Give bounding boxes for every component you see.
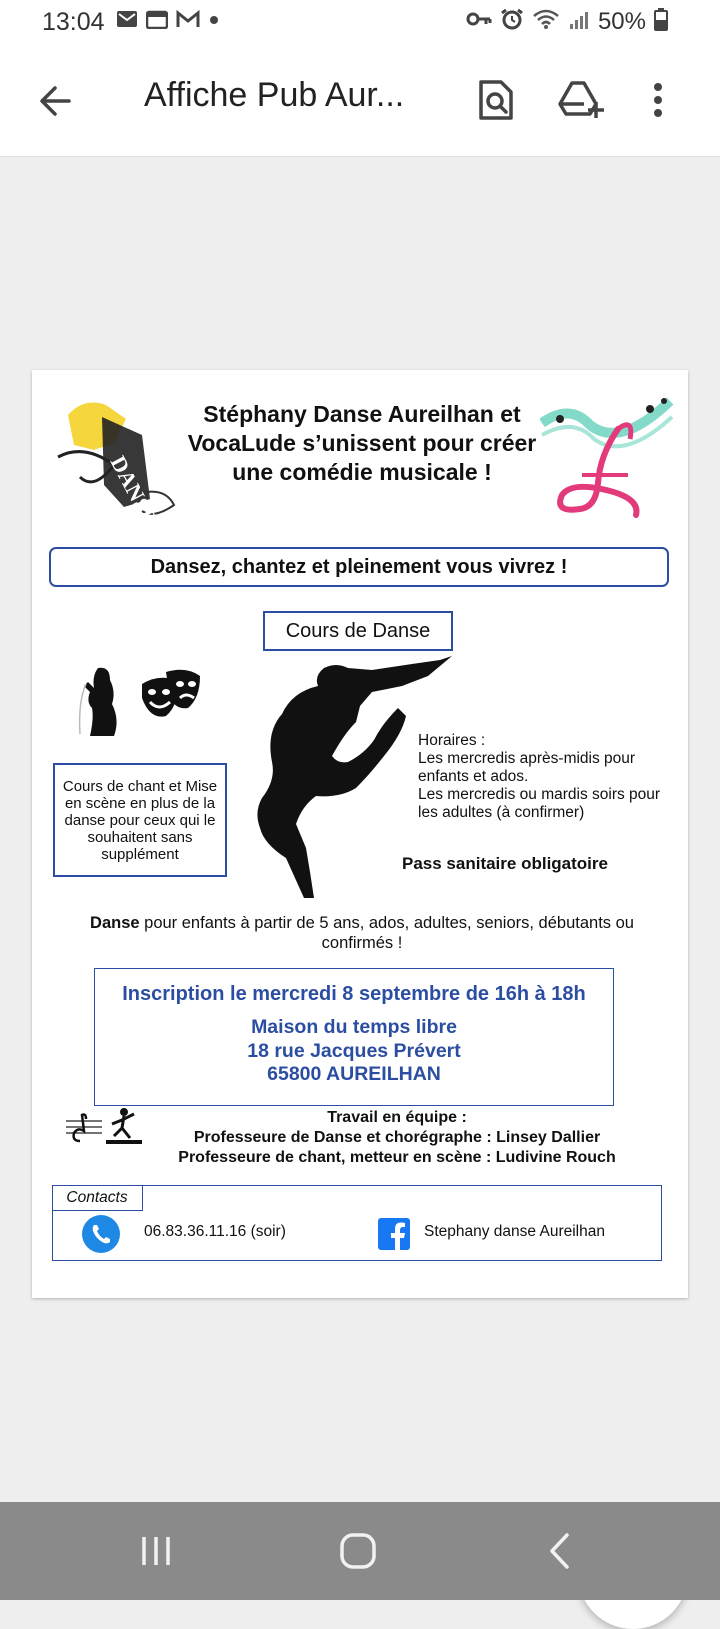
team-chant-prof: Professeure de chant, metteur en scène : Ludivine Rouch [178, 1149, 616, 1166]
poster-page [32, 370, 688, 1298]
status-right [466, 7, 668, 36]
back-nav-button[interactable] [530, 1528, 590, 1578]
status-time: 13:04 [42, 8, 105, 36]
drive-add-icon [558, 80, 606, 125]
team-title: Travail en équipe : [327, 1109, 467, 1126]
document-title: Affiche Pub Aur... [144, 76, 405, 114]
document-viewer[interactable] [0, 157, 720, 1502]
contacts-label: Contacts [52, 1185, 143, 1211]
singer-icon [76, 662, 124, 743]
horaires-title: Horaires : [418, 732, 486, 749]
more-options-button[interactable] [638, 76, 678, 128]
recent-apps-button[interactable] [126, 1528, 186, 1578]
back-button[interactable] [30, 78, 80, 128]
vocalude-logo [540, 395, 678, 525]
pass-sanitaire: Pass sanitaire obligatoire [402, 854, 608, 873]
back-arrow-icon [37, 83, 73, 124]
document-search-icon [478, 79, 514, 126]
logo-left-text: DANSE [105, 451, 163, 525]
back-chevron-icon [547, 1532, 573, 1575]
music-note-icon [66, 1111, 102, 1150]
chant-info-box [53, 763, 227, 877]
poster-headline: Stéphany Danse Aureilhan et VocaLude s’unissent pour créer une comédie musicale ! [187, 401, 537, 485]
home-button[interactable] [328, 1528, 388, 1578]
dot-icon [208, 9, 220, 34]
add-to-drive-button[interactable] [556, 76, 608, 128]
inscription-address [95, 1016, 613, 1087]
app-bar [0, 46, 720, 157]
chant-info-text: Cours de chant et Mise en scène en plus de la danse pour ceux qui le souhaitent sans supplément [62, 777, 218, 863]
inscription-place: Maison du temps libre [251, 1016, 457, 1038]
status-left-icons [116, 9, 220, 34]
inscription-street: 18 rue Jacques Prévert [247, 1039, 461, 1062]
inscription-city: 65800 AUREILHAN [267, 1063, 441, 1085]
phone-icon [82, 1215, 120, 1258]
system-nav-bar [0, 1502, 720, 1600]
email-icon [116, 9, 138, 34]
dance-teacher-icon [104, 1106, 144, 1151]
alarm-icon [500, 8, 524, 35]
recents-icon [139, 1534, 173, 1573]
more-vert-icon [652, 82, 664, 123]
find-in-document-button[interactable] [470, 76, 522, 128]
home-icon [339, 1532, 377, 1575]
slogan-banner: Dansez, chantez et pleinement vous vivrez ! [49, 547, 669, 587]
key-icon [466, 9, 492, 34]
inscription-title: Inscription le mercredi 8 septembre de 16h à 18h [122, 983, 586, 1005]
danse-audience [72, 913, 652, 953]
team-danse-prof: Professeure de Danse et chorégraphe : Linsey Dallier [193, 1129, 601, 1146]
cours-danse-label: Cours de Danse [263, 611, 453, 651]
danse-bold: Danse [90, 914, 140, 932]
theatre-masks-icon [140, 668, 202, 727]
team-block [152, 1108, 642, 1168]
horaires-block [418, 732, 678, 822]
battery-icon [654, 7, 668, 36]
facebook-icon [378, 1218, 410, 1255]
battery-percent: 50% [597, 7, 646, 35]
contact-phone: 06.83.36.11.16 (soir) [144, 1223, 286, 1240]
horaires-line-1: Les mercredis après-midis pour enfants et ados. [418, 750, 636, 785]
gmail-icon [176, 9, 200, 34]
wifi-icon [532, 8, 560, 35]
status-bar [0, 0, 720, 46]
danse-rest: pour enfants à partir de 5 ans, ados, adultes, seniors, débutants ou confirmés ! [139, 914, 634, 952]
signal-icon [568, 8, 590, 35]
calendar-icon [146, 9, 168, 34]
horaires-line-2: Les mercredis ou mardis soirs pour les adultes (à confirmer) [418, 786, 661, 821]
stephany-danse-logo [54, 395, 184, 525]
inscription-box [94, 968, 614, 1106]
contact-facebook: Stephany danse Aureilhan [424, 1223, 605, 1240]
